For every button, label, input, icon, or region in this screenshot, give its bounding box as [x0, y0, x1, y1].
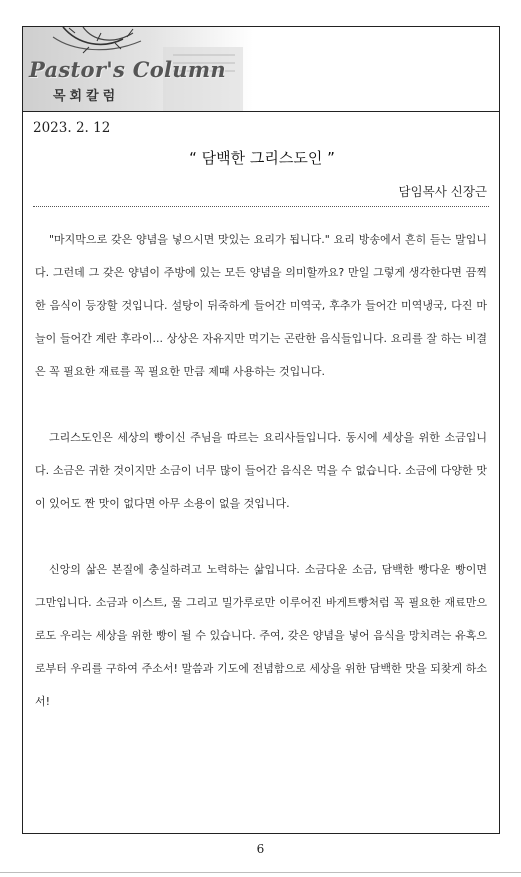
column-title: Pastor's Column — [29, 57, 226, 82]
article-date: 2023. 2. 12 — [33, 120, 111, 136]
article-body — [35, 223, 487, 718]
column-frame — [22, 26, 500, 834]
article-author: 담임목사 신장근 — [398, 184, 487, 199]
article-paragraph: 신앙의 삶은 본질에 충실하려고 노력하는 삶입니다. 소금다운 소금, 담백한 빵다운 빵이면 그만입니다. 소금과 이스트, 물 그리고 밀가루로만 이루어진 바게트빵처럼 꼭 필요한 재료만으로도 우리는 세상을 위한 빵이 될 수 있습니다. 주여, 갖은 양념을 넣어 음식을 망치려는 유혹으로부터 우리를 구하여 주소서! 말씀과 기도에 전념함으로 세상을 위한 담백한 맛을 되찾게 하소서! — [35, 563, 487, 708]
article-paragraph: "마지막으로 갖은 양념을 넣으시면 맛있는 요리가 됩니다." 요리 방송에서 흔히 듣는 말입니다. 그런데 그 갖은 양념이 주방에 있는 모든 양념을 의미할까요? 만일 그렇게 생각한다면 끔찍한 음식이 등장할 것입니다. 설탕이 뒤죽하게 들어간 미역국, 후추가 들어간 미역냉국, 다진 마늘이 들어간 계란 후라이... 상상은 자유지만 먹기는 곤란한 음식들입니다. 요리를 잘 하는 비결은 꼭 필요한 재료를 꼭 필요한 만큼 제때 사용하는 것입니다. — [35, 233, 487, 378]
article-title: “ 담백한 그리스도인 ” — [189, 149, 335, 167]
column-subtitle: 목회칼럼 — [53, 89, 120, 104]
column-header — [23, 27, 499, 112]
dotted-divider — [33, 206, 489, 207]
page-number: 6 — [256, 842, 265, 856]
article-paragraph: 그리스도인은 세상의 빵이신 주님을 따르는 요리사들입니다. 동시에 세상을 위한 소금입니다. 소금은 귀한 것이지만 소금이 너무 많이 들어간 음식은 먹을 수 없습니다. 소금에 다양한 맛이 있어도 짠 맛이 없다면 아무 소용이 없을 것입니다. — [35, 431, 487, 510]
page-bottom-rule — [0, 872, 521, 873]
